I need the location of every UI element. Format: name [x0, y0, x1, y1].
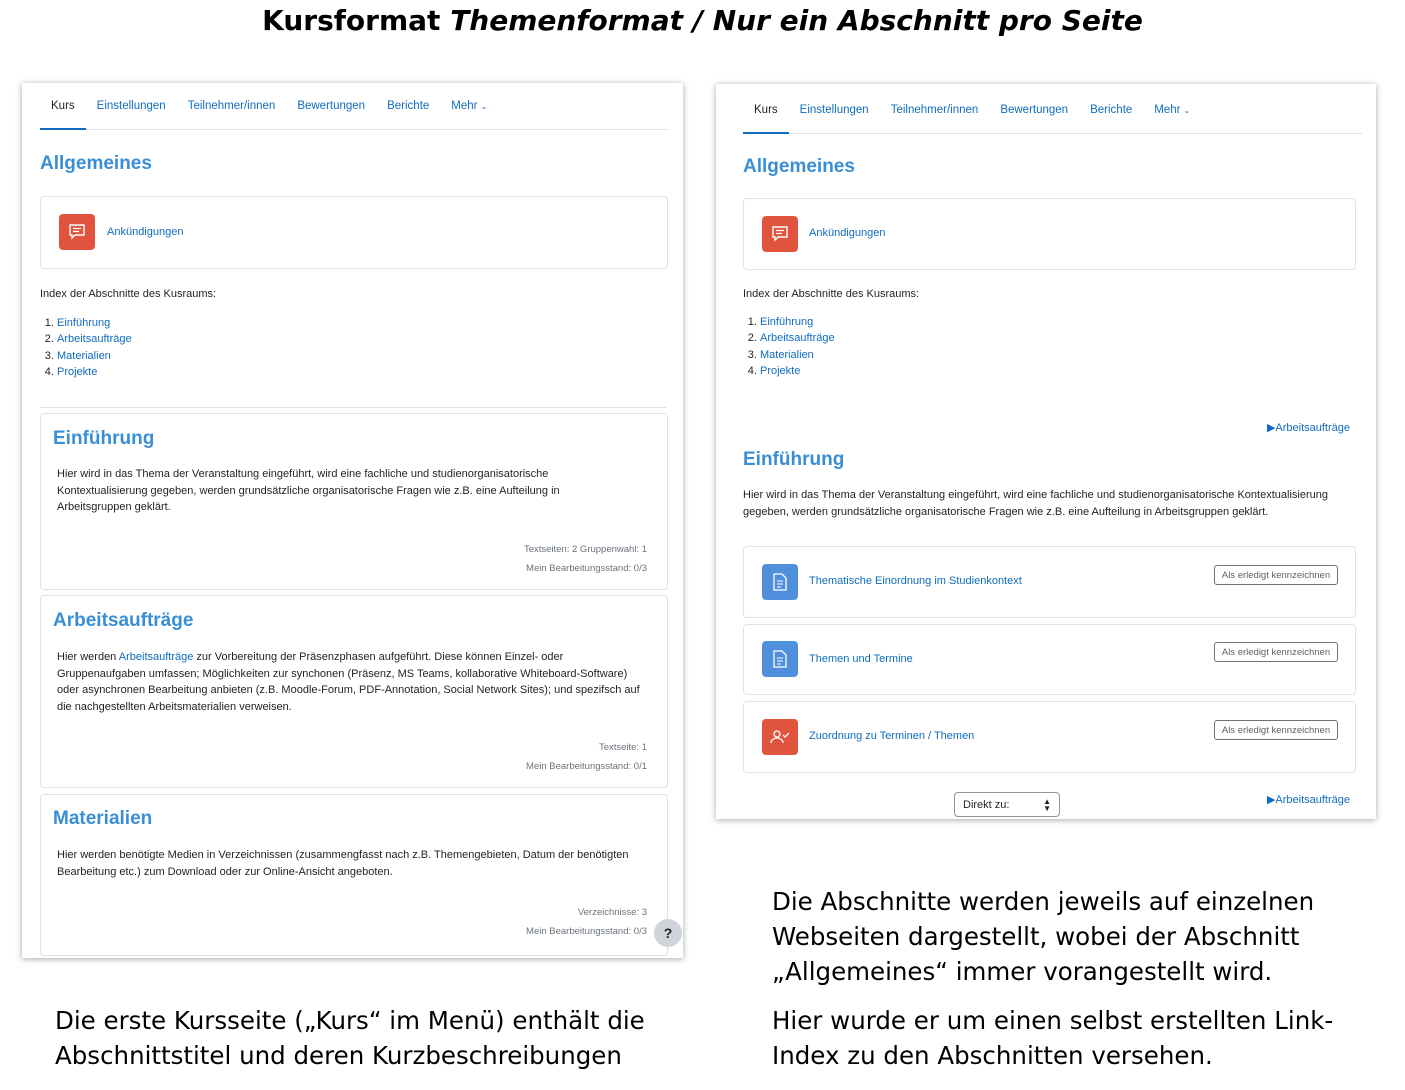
section-heading-allgemeines: Allgemeines: [743, 156, 855, 177]
announcements-link[interactable]: Ankündigungen: [107, 226, 184, 238]
section-stats: Textseiten: 2 Gruppenwahl: 1: [523, 544, 647, 555]
section-stats: Textseite: 1: [598, 742, 647, 753]
chevron-down-icon: ⌄: [480, 101, 488, 111]
section-page-screenshot: [716, 84, 1376, 819]
description-text: zur Vorbereitung der Präsenzphasen aufgeführt. Diese können Einzel- oder Gruppenaufgaben umfassen; Möglichkeiten zur synchonen (Präsenz, MS Teams, kollaborative Whiteboard-Software) oder asynchronen Bearbeitung anbieten (z.B. Moodle-Forum, PDF-Annotation, Social Network Sites); und spezifsch auf die nachgestellten Arbeitsmaterialien verweisen.: [57, 651, 640, 714]
section-card-einfuehrung: [40, 413, 668, 590]
activity-link[interactable]: Zuordnung zu Terminen / Themen: [809, 730, 975, 742]
list-item: [760, 347, 835, 363]
next-section-link-bottom[interactable]: ▶Arbeitsaufträge: [1266, 794, 1350, 806]
activity-link[interactable]: Thematische Einordnung im Studienkontext: [809, 575, 1022, 587]
page-icon: [762, 564, 798, 600]
activity-card-announcements: [40, 196, 668, 269]
section-description: Hier wird in das Thema der Veranstaltung eingeführt, wird eine fachliche und studienorganisatorische Kontextualisierung gegeben, werden grundsätzliche organisatorische Fragen wie z.B. eine Aufteilung in Arbeitsgruppen geklärt.: [743, 489, 1328, 518]
section-heading[interactable]: Einführung: [53, 428, 155, 449]
section-card-materialien: [40, 794, 668, 956]
activity-card: [743, 624, 1356, 695]
section-heading-einfuehrung: Einführung: [743, 449, 845, 470]
index-label: Index der Abschnitte des Kusraums:: [40, 288, 217, 300]
section-index: [27, 315, 132, 380]
section-index: [730, 314, 835, 379]
list-item: [760, 363, 835, 379]
mark-done-button[interactable]: Als erledigt kennzeichnen: [1214, 720, 1338, 740]
activity-link[interactable]: Themen und Termine: [809, 653, 913, 665]
course-nav: [743, 87, 1362, 134]
caption-right-2: Hier wurde er um einen selbst erstellten Link-Index zu den Abschnitten versehen.: [772, 1006, 1334, 1070]
tab-einstellungen[interactable]: Einstellungen: [799, 104, 869, 116]
mark-done-button[interactable]: Als erledigt kennzeichnen: [1214, 642, 1338, 662]
course-page-screenshot: [22, 83, 683, 958]
index-link[interactable]: Materialien: [760, 348, 814, 361]
tab-kurs[interactable]: Kurs: [743, 87, 789, 133]
page-icon: [762, 641, 798, 677]
chevron-down-icon: ⌄: [1183, 105, 1191, 115]
announcements-link[interactable]: Ankündigungen: [809, 227, 886, 239]
mark-done-button[interactable]: Als erledigt kennzeichnen: [1214, 565, 1338, 585]
tab-kurs[interactable]: Kurs: [40, 83, 86, 129]
section-card-arbeitsauftraege: [40, 595, 668, 788]
index-link[interactable]: Projekte: [760, 364, 801, 377]
tab-mehr-label: Mehr: [1154, 104, 1181, 116]
forum-icon: [59, 214, 95, 250]
list-item: [57, 348, 132, 364]
description-text: Hier werden: [57, 651, 119, 663]
activity-card-announcements: [743, 198, 1356, 270]
tab-mehr[interactable]: [1143, 87, 1201, 133]
page-title: Kursformat Themenformat / Nur ein Abschnitt pro Seite: [262, 4, 1143, 37]
section-heading[interactable]: Arbeitsaufträge: [53, 610, 194, 631]
list-item: [57, 331, 132, 347]
arbeitsauftraege-link[interactable]: Arbeitsaufträge: [118, 651, 194, 663]
list-item: [57, 364, 132, 380]
forum-icon: [762, 216, 798, 252]
section-description: Hier wird in das Thema der Veranstaltung eingeführt, wird eine fachliche und studienorganisatorische Kontextualisierung gegeben, werden grundsätzliche organisatorische Fragen wie z.B. eine Aufteilung in Arbeitsgruppen geklärt.: [57, 468, 560, 514]
index-link[interactable]: Arbeitsaufträge: [57, 333, 132, 346]
section-heading-allgemeines: Allgemeines: [40, 153, 152, 174]
list-item: [760, 314, 835, 330]
tab-bewertungen[interactable]: Bewertungen: [297, 100, 366, 112]
tab-berichte[interactable]: Berichte: [387, 100, 430, 112]
activity-card: [743, 701, 1356, 773]
progress-status: Mein Bearbeitungsstand: 0/3: [526, 926, 647, 937]
section-description: [57, 649, 651, 716]
jump-to-label: Direkt zu:: [963, 798, 1010, 811]
index-link[interactable]: Projekte: [57, 365, 98, 378]
next-section-link-top[interactable]: ▶Arbeitsaufträge: [1266, 422, 1350, 434]
tab-einstellungen[interactable]: Einstellungen: [96, 100, 166, 112]
section-stats: Verzeichnisse: 3: [577, 907, 647, 918]
index-link[interactable]: Einführung: [57, 317, 111, 329]
select-arrows-icon: ▲ ▼: [1043, 796, 1051, 813]
tab-mehr[interactable]: [440, 83, 498, 129]
progress-status: Mein Bearbeitungsstand: 0/1: [526, 761, 647, 772]
list-item: [760, 330, 835, 346]
tab-mehr-label: Mehr: [451, 100, 478, 112]
index-link[interactable]: Materialien: [57, 349, 111, 362]
divider: [40, 407, 666, 408]
list-item: [57, 315, 132, 331]
caption-right-1: Die Abschnitte werden jeweils auf einzelnen Webseiten dargestellt, wobei der Abschnitt „Allgemeines“ immer vorangestellt wird.: [772, 887, 1315, 986]
tab-teilnehmer[interactable]: Teilnehmer/innen: [890, 104, 979, 116]
section-description: Hier werden benötigte Medien in Verzeichnissen (zusammengfasst nach z.B. Themengebieten, Datum der benötigten Bearbeitung etc.) zum Download oder zur Online-Ansicht angeboten.: [57, 849, 629, 878]
index-link[interactable]: Arbeitsaufträge: [760, 332, 835, 345]
activity-card: [743, 546, 1356, 618]
index-label: Index der Abschnitte des Kusraums:: [743, 288, 920, 300]
progress-status: Mein Bearbeitungsstand: 0/3: [526, 563, 647, 574]
jump-to-select[interactable]: [954, 792, 1060, 817]
caption-left: Die erste Kursseite („Kurs“ im Menü) enthält die Abschnittstitel und deren Kurzbeschreibungen: [55, 1006, 645, 1070]
section-heading[interactable]: Materialien: [53, 808, 153, 829]
help-button[interactable]: ?: [654, 919, 682, 947]
index-link[interactable]: Einführung: [760, 316, 814, 328]
tab-teilnehmer[interactable]: Teilnehmer/innen: [187, 100, 276, 112]
tab-bewertungen[interactable]: Bewertungen: [1000, 104, 1069, 116]
tab-berichte[interactable]: Berichte: [1090, 104, 1133, 116]
group-choice-icon: [762, 719, 798, 755]
course-nav: [40, 83, 669, 130]
